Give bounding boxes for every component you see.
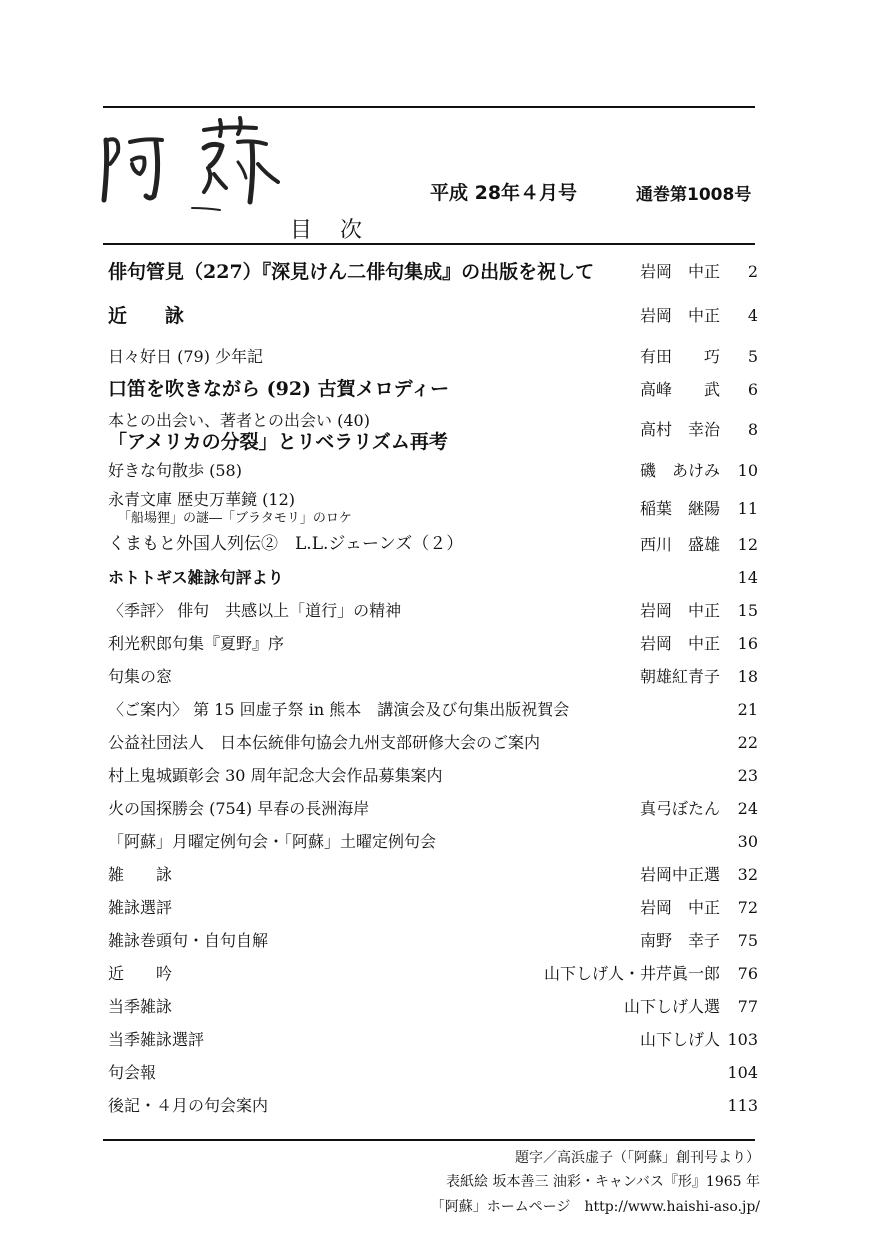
toc-author: 真弓ぼたん bbox=[639, 799, 720, 818]
toc-row bbox=[108, 561, 758, 594]
toc-page: 12 bbox=[737, 535, 758, 554]
toc-title-text: 日々好日 (79) 少年記 bbox=[108, 347, 264, 366]
toc-row bbox=[108, 726, 758, 759]
toc-page: 2 bbox=[747, 262, 758, 281]
toc-title: 目次 bbox=[290, 218, 391, 243]
issue-date: 平成 28年４月号 bbox=[430, 182, 578, 204]
footer-homepage: 「阿蘇」ホームページ http://www.haishi-aso.jp/ bbox=[430, 1199, 760, 1215]
toc-author: 山下しげ人 bbox=[639, 1030, 720, 1049]
toc-author: 磯 あけみ bbox=[639, 461, 720, 480]
toc-author: 有田 巧 bbox=[639, 347, 720, 366]
toc-author: 岩岡 中正 bbox=[639, 898, 720, 917]
toc-page: 18 bbox=[737, 667, 758, 686]
toc-page: 24 bbox=[737, 799, 758, 818]
toc-title-text: 村上鬼城顕彰会 30 周年記念大会作品募集案内 bbox=[108, 766, 443, 785]
toc-row bbox=[108, 1056, 758, 1089]
toc-title-text: くまもと外国人列伝② L.L.ジェーンズ（２） bbox=[108, 534, 464, 554]
toc-page: 23 bbox=[737, 766, 758, 785]
toc-row bbox=[108, 488, 758, 528]
toc-row bbox=[108, 454, 758, 488]
toc-author: 山下しげ人選 bbox=[623, 997, 720, 1016]
toc-row bbox=[108, 891, 758, 924]
toc-author: 朝雄紅青子 bbox=[639, 667, 720, 686]
toc-page: 113 bbox=[727, 1096, 758, 1115]
toc-row bbox=[108, 693, 758, 726]
toc-row bbox=[108, 924, 758, 957]
toc-subtitle-text: 「船場狸」の謎―「ブラタモリ」のロケ bbox=[118, 511, 352, 526]
toc-row bbox=[108, 296, 758, 340]
toc-title-text: 利光釈郎句集『夏野』序 bbox=[108, 634, 285, 653]
toc-page: 77 bbox=[737, 997, 758, 1016]
toc-page: 22 bbox=[737, 733, 758, 752]
toc-row bbox=[108, 792, 758, 825]
toc-row bbox=[108, 1089, 758, 1122]
toc-row bbox=[108, 340, 758, 373]
toc-title-text: 公益社団法人 日本伝統俳句協会九州支部研修大会のご案内 bbox=[108, 733, 541, 752]
toc-row bbox=[108, 252, 758, 296]
toc-page: 21 bbox=[737, 700, 758, 719]
toc-row bbox=[108, 528, 758, 561]
toc-title-text: 近 詠 bbox=[108, 305, 185, 327]
footer-rule bbox=[103, 1139, 755, 1141]
toc-title-text: 永青文庫 歴史万華鏡 (12) bbox=[108, 490, 296, 509]
toc-row bbox=[108, 759, 758, 792]
footer-cover-credit: 表紙絵 坂本善三 油彩・キャンバス『形』1965 年 bbox=[446, 1174, 760, 1190]
toc-title-text: 句会報 bbox=[108, 1063, 157, 1082]
toc-title-text: 「阿蘇」月曜定例句会・「阿蘇」土曜定例句会 bbox=[108, 832, 437, 851]
toc-row bbox=[108, 627, 758, 660]
toc-page: 15 bbox=[737, 601, 758, 620]
toc-author: 高峰 武 bbox=[639, 380, 720, 399]
toc-page: 30 bbox=[737, 832, 758, 851]
toc-author: 西川 盛雄 bbox=[639, 535, 720, 554]
toc-title-text: 〈ご案内〉 第 15 回虚子祭 in 熊本 講演会及び句集出版祝賀会 bbox=[108, 700, 570, 719]
toc-row bbox=[108, 594, 758, 627]
toc-row bbox=[108, 1023, 758, 1056]
toc-row bbox=[108, 373, 758, 409]
aso-calligraphy-logo bbox=[96, 112, 296, 212]
toc-title-text: 雑詠選評 bbox=[108, 898, 173, 917]
toc-page: 103 bbox=[727, 1030, 758, 1049]
table-of-contents bbox=[108, 252, 758, 1122]
toc-page: 76 bbox=[737, 964, 758, 983]
toc-title-text: 句集の窓 bbox=[108, 667, 173, 686]
toc-subtitle-text: 「アメリカの分裂」とリベラリズム再考 bbox=[108, 431, 448, 453]
toc-title-text: 雑詠巻頭句・自句自解 bbox=[108, 931, 269, 950]
toc-author: 岩岡中正選 bbox=[639, 865, 720, 884]
toc-title-text: 本との出会い、著者との出会い (40) bbox=[108, 411, 370, 430]
toc-title-text: ホトトギス雑詠句評より bbox=[108, 568, 284, 587]
toc-author: 山下しげ人・井芹眞一郎 bbox=[543, 964, 720, 983]
toc-row bbox=[108, 409, 758, 454]
toc-author: 岩岡 中正 bbox=[639, 306, 720, 325]
toc-title-text: 〈季評〉 俳句 共感以上「道行」の精神 bbox=[108, 601, 402, 620]
toc-row bbox=[108, 858, 758, 891]
issue-number: 通巻第1008号 bbox=[636, 185, 752, 205]
toc-page: 14 bbox=[737, 568, 758, 587]
toc-page: 8 bbox=[747, 420, 758, 439]
toc-row bbox=[108, 825, 758, 858]
toc-row bbox=[108, 990, 758, 1023]
toc-title-text: 好きな句散歩 (58) bbox=[108, 461, 242, 480]
toc-page: 5 bbox=[747, 347, 758, 366]
toc-author: 岩岡 中正 bbox=[639, 601, 720, 620]
toc-page: 75 bbox=[737, 931, 758, 950]
toc-page: 32 bbox=[737, 865, 758, 884]
toc-title-text: 火の国探勝会 (754) 早春の長洲海岸 bbox=[108, 799, 370, 818]
toc-author: 岩岡 中正 bbox=[639, 262, 720, 281]
toc-author: 岩岡 中正 bbox=[639, 634, 720, 653]
toc-title-text: 近 吟 bbox=[108, 964, 173, 983]
toc-row bbox=[108, 957, 758, 990]
toc-page: 72 bbox=[737, 898, 758, 917]
header-rule bbox=[103, 243, 755, 245]
toc-title-text: 口笛を吹きながら (92) 古賀メロディー bbox=[108, 378, 450, 400]
toc-title-text: 後記・４月の句会案内 bbox=[108, 1096, 269, 1115]
toc-author: 南野 幸子 bbox=[639, 931, 720, 950]
toc-author: 稲葉 継陽 bbox=[639, 499, 720, 518]
toc-page: 10 bbox=[737, 461, 758, 480]
toc-page: 11 bbox=[737, 499, 758, 518]
toc-title-text: 雑 詠 bbox=[108, 865, 173, 884]
footer-calligraphy-credit: 題字／高浜虚子（「阿蘇」創刊号より） bbox=[515, 1150, 760, 1166]
toc-title-text: 俳句管見（227）『深見けん二俳句集成』の出版を祝して bbox=[108, 261, 595, 283]
toc-title-text: 当季雑詠選評 bbox=[108, 1030, 205, 1049]
toc-page: 104 bbox=[727, 1063, 758, 1082]
toc-author: 高村 幸治 bbox=[639, 420, 720, 439]
toc-page: 4 bbox=[747, 306, 758, 325]
toc-page: 16 bbox=[737, 634, 758, 653]
toc-title-text: 当季雑詠 bbox=[108, 997, 173, 1016]
top-rule bbox=[103, 106, 755, 108]
toc-page: 6 bbox=[747, 380, 758, 399]
toc-row bbox=[108, 660, 758, 693]
